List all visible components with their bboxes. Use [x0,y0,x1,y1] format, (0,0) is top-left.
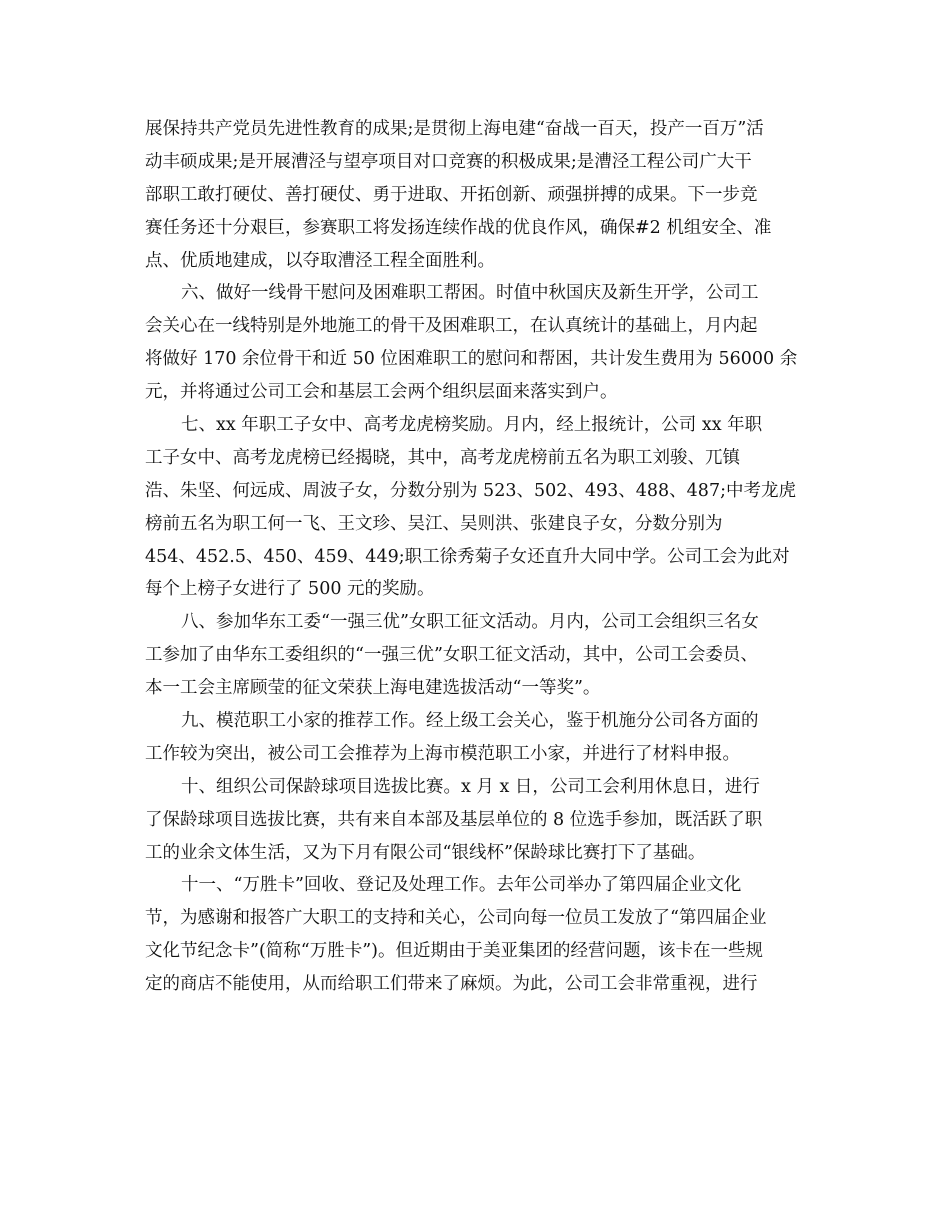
paragraph-first-line: 六、做好一线骨干慰问及困难职工帮困。时值中秋国庆及新生开学，公司工 [181,283,759,304]
text-line: 工子女中、高考龙虎榜已经揭晓，其中，高考龙虎榜前五名为职工刘骏、兀镇 [145,447,740,468]
text-line: 浩、朱坚、何远成、周波子女，分数分别为 523、502、493、488、487;中考龙虎 [145,480,796,501]
paragraph-first-line: 十、组织公司保龄球项目选拔比赛。x 月 x 日，公司工会利用休息日，进行 [181,776,760,797]
text-line: 每个上榜子女进行了 500 元的奖励。 [145,579,435,600]
text-line: 部职工敢打硬仗、善打硬仗、勇于进取、开拓创新、顽强拼搏的成果。下一步竞 [145,184,758,205]
text-line: 工作较为突出，被公司工会推荐为上海市模范职工小家，并进行了材料申报。 [145,743,740,764]
text-line: 454、452.5、450、459、449;职工徐秀菊子女还直升大同中学。公司工会为此对 [145,546,790,567]
text-line: 工的业余文体生活，又为下月有限公司“银线杯”保龄球比赛打下了基础。 [145,842,706,863]
text-line: 本一工会主席顾莹的征文荣获上海电建选拔活动“一等奖”。 [145,678,601,699]
text-line: 动丰硕成果;是开展漕泾与望亭项目对口竞赛的积极成果;是漕泾工程公司广大干 [145,151,752,172]
text-line: 会关心在一线特别是外地施工的骨干及困难职工，在认真统计的基础上，月内起 [145,316,758,337]
text-line: 文化节纪念卡”(简称“万胜卡”)。但近期由于美亚集团的经营问题，该卡在一些规 [145,941,763,962]
paragraph-first-line: 八、参加华东工委“一强三优”女职工征文活动。月内，公司工会组织三名女 [181,612,759,633]
text-line: 赛任务还十分艰巨，参赛职工将发扬连续作战的优良作风，确保#2 机组安全、准 [145,217,772,238]
text-line: 点、优质地建成，以夺取漕泾工程全面胜利。 [145,250,495,271]
paragraph-first-line: 十一、“万胜卡”回收、登记及处理工作。去年公司举办了第四届企业文化 [181,875,742,896]
text-line: 了保龄球项目选拔比赛，共有来自本部及基层单位的 8 位选手参加，既活跃了职 [145,809,763,830]
text-line: 将做好 170 余位骨干和近 50 位困难职工的慰问和帮困，共计发生费用为 56000 余 [145,349,798,370]
text-line: 工参加了由华东工委组织的“一强三优”女职工征文活动，其中，公司工会委员、 [145,645,758,666]
text-line: 元，并将通过公司工会和基层工会两个组织层面来落实到户。 [145,382,618,403]
text-line: 定的商店不能使用，从而给职工们带来了麻烦。为此，公司工会非常重视，进行 [145,974,758,995]
paragraph-first-line: 九、模范职工小家的推荐工作。经上级工会关心，鉴于机施分公司各方面的 [181,711,759,732]
text-line: 节，为感谢和报答广大职工的支持和关心，公司向每一位员工发放了“第四届企业 [145,908,767,929]
paragraph-first-line: 七、xx 年职工子女中、高考龙虎榜奖励。月内，经上报统计，公司 xx 年职 [181,415,763,436]
text-line: 榜前五名为职工何一飞、王文珍、吴江、吴则洪、张建良子女，分数分别为 [145,513,723,534]
document-body [145,113,810,1001]
text-line: 展保持共产党员先进性教育的成果;是贯彻上海电建“奋战一百天，投产一百万”活 [145,119,764,139]
